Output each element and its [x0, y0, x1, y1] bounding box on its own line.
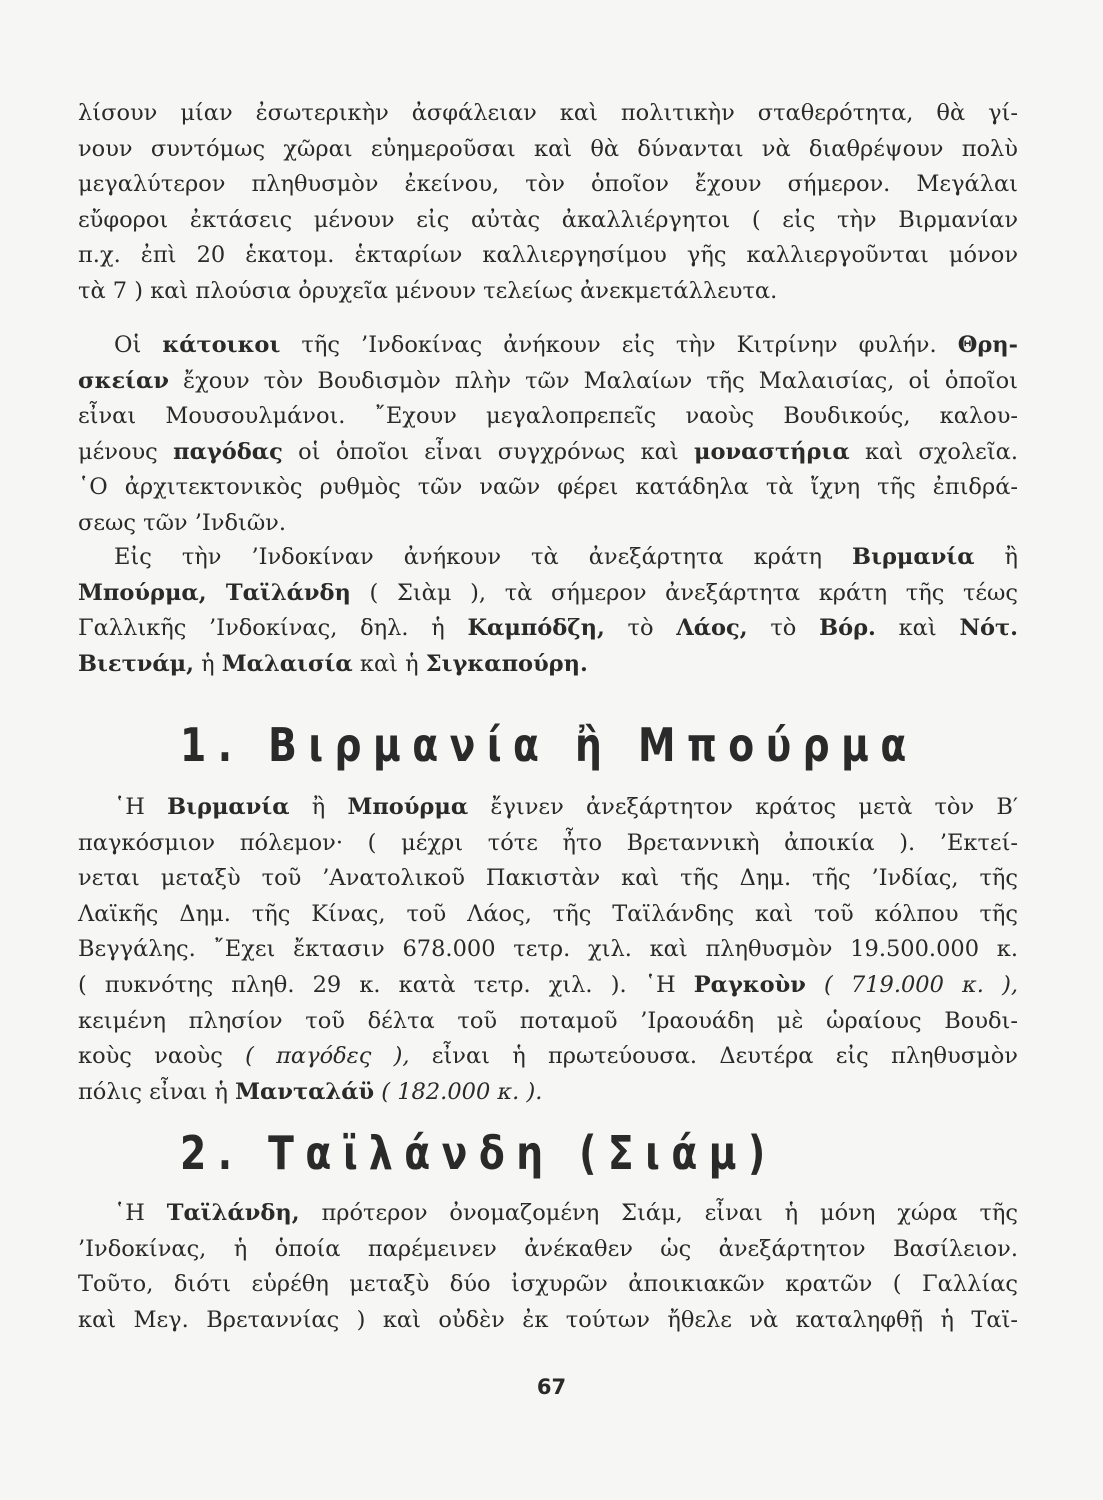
- paragraph-inhabitants: [78, 328, 1018, 542]
- text-line: σκείαν ἔχουν τὸν Βουδισμὸν πλὴν τῶν Μαλαίων τῆς Μαλαισίας, οἱ ὁποῖοι: [78, 367, 1018, 394]
- text-line: Οἱ κάτοικοι τῆς ’Ινδοκίνας ἀνήκουν εἰς τὴν Κιτρίνην φυλήν. Θρη-: [114, 332, 1018, 358]
- text-line: Μπούρμα, Ταϊλάνδη ( Σιὰμ ), τὰ σήμερον ἀνεξάρτητα κράτη τῆς τέως: [78, 579, 1018, 606]
- text-line: Τοῦτο, διότι εὑρέθη μεταξὺ δύο ἰσχυρῶν ἀποικιακῶν κρατῶν ( Γαλλίας: [78, 1271, 1018, 1298]
- text-line: ῾Η Ταϊλάνδη, πρότερον ὀνομαζομένη Σιάμ, εἶναι ἡ μόνη χώρα τῆς: [114, 1200, 1018, 1226]
- text-line: παγκόσμιον πόλεμον· ( μέχρι τότε ἦτο Βρεταννικὴ ἀποικία ). ’Εκτεί-: [78, 829, 1018, 856]
- text-line: κοὺς ναοὺς ( παγόδες ), εἶναι ἡ πρωτεύουσα. Δευτέρα εἰς πληθυσμὸν: [78, 1043, 1018, 1070]
- text-line: ῾Ο ἀρχιτεκτονικὸς ρυθμὸς τῶν ναῶν φέρει κατάδηλα τὰ ἴχνη τῆς ἐπιδρά-: [78, 474, 1018, 501]
- text-line: Βεγγάλης. ῎Εχει ἔκτασιν 678.000 τετρ. χιλ. καὶ πληθυσμὸν 19.500.000 κ.: [78, 936, 1018, 963]
- text-line: καὶ Μεγ. Βρεταννίας ) καὶ οὐδὲν ἐκ τούτων ἤθελε νὰ καταληφθῇ ἡ Ταϊ-: [78, 1306, 1018, 1333]
- text-line: σεως τῶν ’Ινδιῶν.: [78, 509, 287, 536]
- text-line: ( πυκνότης πληθ. 29 κ. κατὰ τετρ. χιλ. ). ῾Η Ραγκοὺν ( 719.000 κ. ),: [78, 971, 1018, 998]
- paragraph-thailand: [78, 1196, 1018, 1338]
- text-line: νεται μεταξὺ τοῦ ’Ανατολικοῦ Πακιστὰν καὶ τῆς Δημ. τῆς ’Ινδίας, τῆς: [78, 865, 1018, 892]
- page-number: 67: [536, 1375, 567, 1399]
- text-line: εἶναι Μουσουλμάνοι. ῎Εχουν μεγαλοπρεπεῖς ναοὺς Βουδικούς, καλου-: [78, 403, 1018, 430]
- text-line: ῾Η Βιρμανία ἢ Μπούρμα ἔγινεν ἀνεξάρτητον κράτος μετὰ τὸν Β′: [114, 794, 1018, 820]
- section-heading-thailand: 2. Ταϊλάνδη (Σιάμ): [180, 1126, 777, 1180]
- section-heading-burma: 1. Βιρμανία ἢ Μπούρμα: [180, 718, 918, 772]
- text-line: κειμένη πλησίον τοῦ δέλτα τοῦ ποταμοῦ ’Ιραουάδη μὲ ὡραίους Βουδι-: [78, 1007, 1018, 1034]
- text-line: Βιετνάμ, ἡ Μαλαισία καὶ ἡ Σιγκαπούρη.: [78, 650, 588, 677]
- text-line: Γαλλικῆς ’Ινδοκίνας, δηλ. ἡ Καμπόδζη, τὸ Λάος, τὸ Βόρ. καὶ Νότ.: [78, 615, 1018, 642]
- paragraph-burma: [78, 790, 1018, 1110]
- text-line: λίσουν μίαν ἐσωτερικὴν ἀσφάλειαν καὶ πολιτικὴν σταθερότητα, θὰ γί-: [78, 100, 1018, 126]
- text-line: Εἰς τὴν ’Ινδοκίναν ἀνήκουν τὰ ἀνεξάρτητα κράτη Βιρμανία ἢ: [114, 544, 1019, 570]
- text-line: μεγαλύτερον πληθυσμὸν ἐκείνου, τὸν ὁποῖον ἔχουν σήμερον. Μεγάλαι: [78, 171, 1018, 198]
- text-line: μένους παγόδας οἱ ὁποῖοι εἶναι συγχρόνως καὶ μοναστήρια καὶ σχολεῖα.: [78, 438, 1019, 465]
- text-line: π.χ. ἐπὶ 20 ἑκατομ. ἑκταρίων καλλιεργησίμου γῆς καλλιεργοῦνται μόνον: [78, 242, 1018, 269]
- paragraph-intro: [78, 96, 1018, 310]
- text-line: νουν συντόμως χῶραι εὐημεροῦσαι καὶ θὰ δύνανται νὰ διαθρέψουν πολὺ: [78, 135, 1018, 162]
- text-line: ’Ινδοκίνας, ἡ ὁποία παρέμεινεν ἀνέκαθεν ὡς ἀνεξάρτητον Βασίλειον.: [78, 1235, 1018, 1262]
- paragraph-states: [78, 540, 1018, 682]
- text-line: πόλις εἶναι ἡ Μανταλάϋ ( 182.000 κ. ).: [78, 1078, 543, 1105]
- text-line: εὔφοροι ἐκτάσεις μένουν εἰς αὐτὰς ἀκαλλιέργητοι ( εἰς τὴν Βιρμανίαν: [78, 206, 1018, 233]
- text-line: τὰ 7 ) καὶ πλούσια ὀρυχεῖα μένουν τελείως ἀνεκμετάλλευτα.: [78, 277, 778, 304]
- text-line: Λαϊκῆς Δημ. τῆς Κίνας, τοῦ Λάος, τῆς Ταϊλάνδης καὶ τοῦ κόλπου τῆς: [78, 900, 1018, 927]
